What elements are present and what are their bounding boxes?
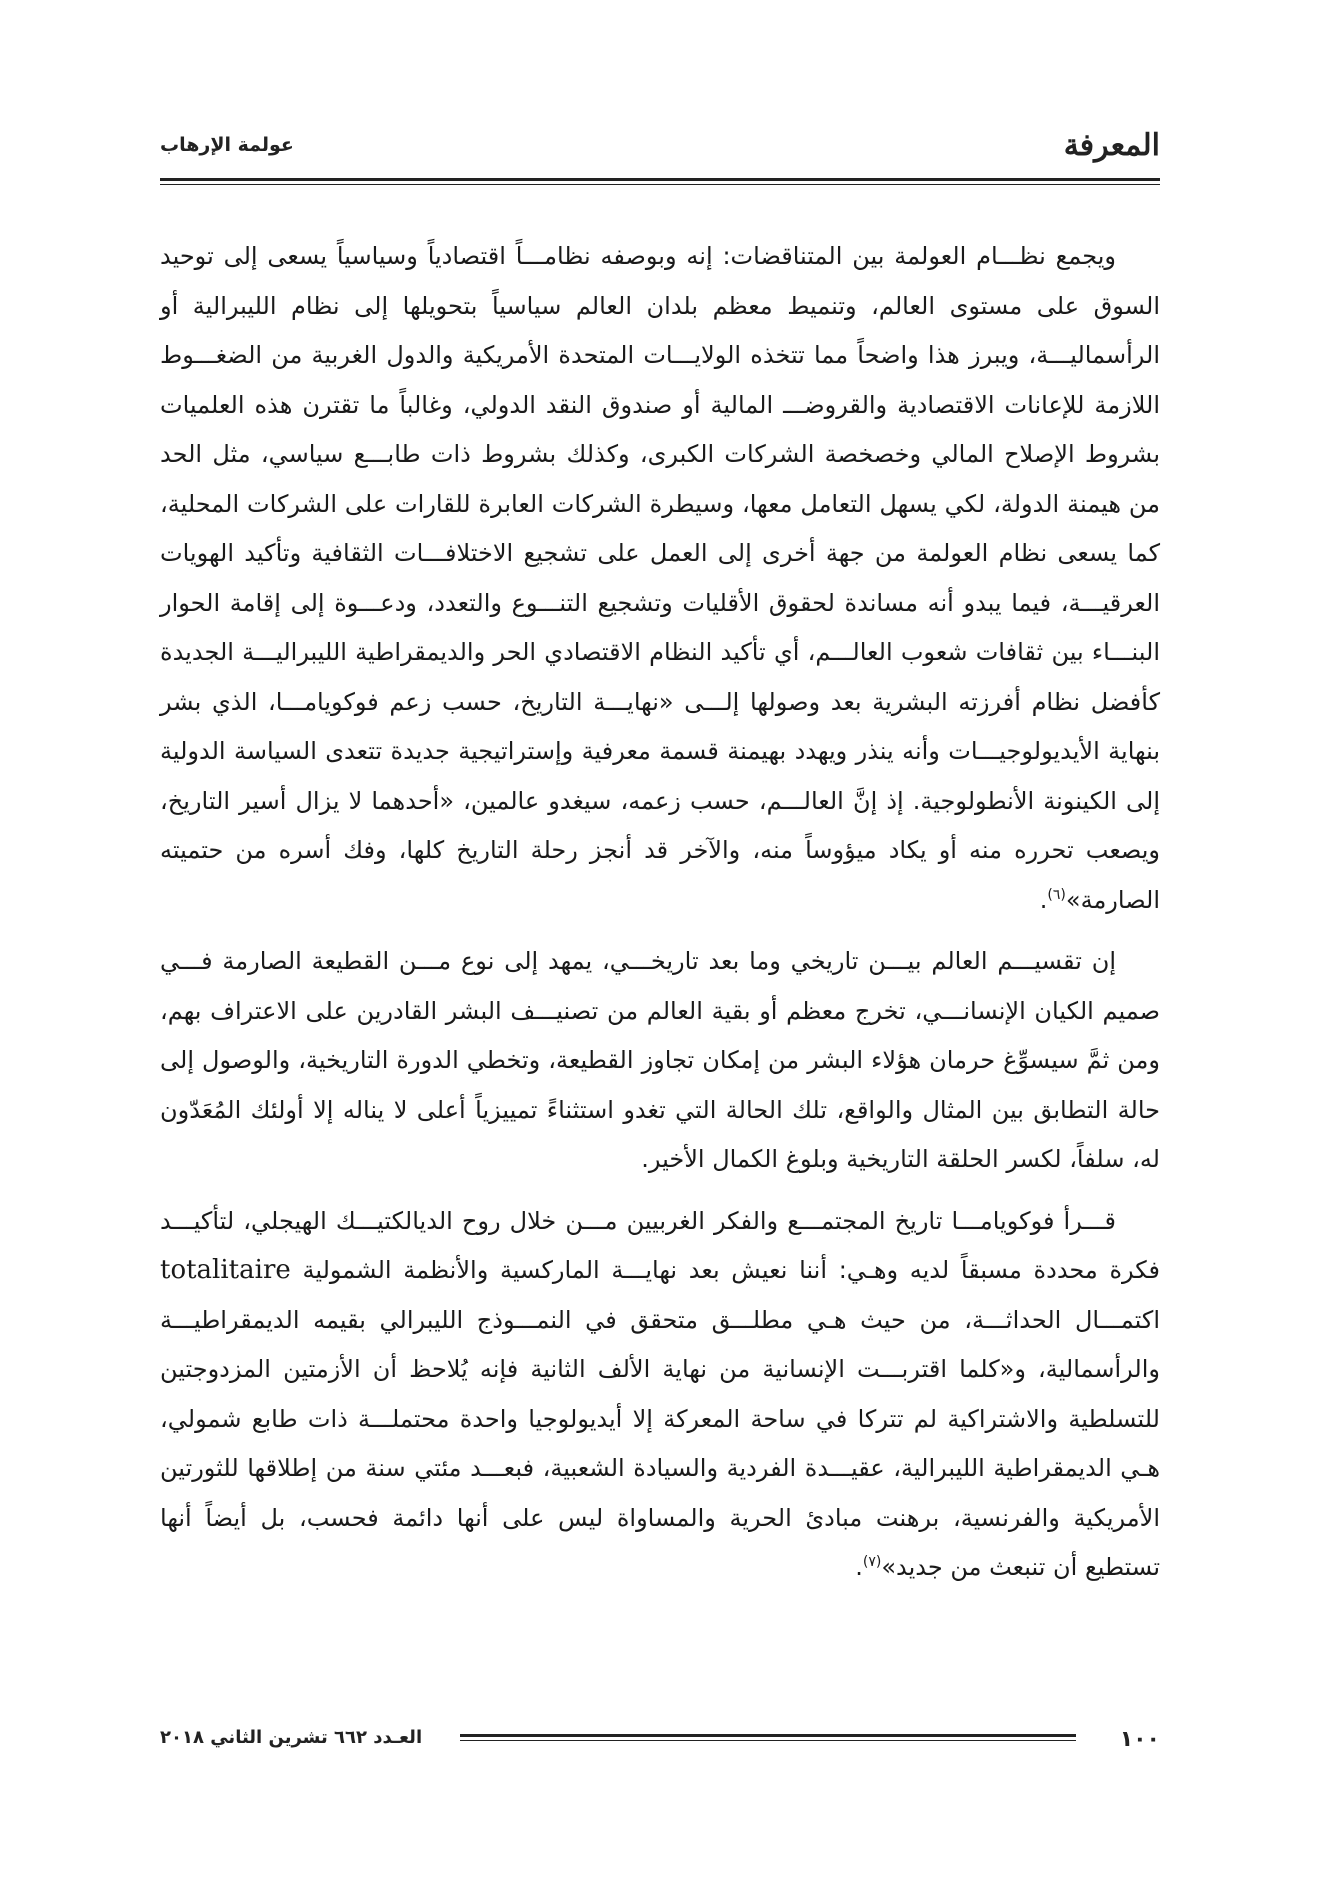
paragraph-3	[160, 1197, 1160, 1593]
paragraph-1-text: ويجمع نظـــام العولمة بين المتناقضات: إنه وبوصفه نظامـــاً اقتصادياً وسياسياً يسعى إلى توحيد السوق على مستوى العالم، وتنميط معظم بلدان العالم سياسياً بتحويلها إلى نظام الليبرالية أو الرأسماليـــة، ويبرز هذا واضحاً مما تتخذه الولايـــات المتحدة الأمريكية والدول الغربية من الضغـــوط اللازمة للإعانات الاقتصادية والقروضـــ المالية أو صندوق النقد الدولي، وغالباً ما تقترن هذه العلميات بشروط الإصلاح المالي وخصخصة الشركات الكبرى، وكذلك بشروط ذات طابـــع سياسي، مثل الحد من هيمنة الدولة، لكي يسهل التعامل معها، وسيطرة الشركات العابرة للقارات على الشركات المحلية، كما يسعى نظام العولمة من جهة أخرى إلى العمل على تشجيع الاختلافـــات الثقافية وتأكيد الهويات العرقيـــة، فيما يبدو أنه مساندة لحقوق الأقليات وتشجيع التنـــوع والتعدد، ودعـــوة إلى إقامة الحوار البنـــاء بين ثقافات شعوب العالـــم، أي تأكيد النظام الاقتصادي الحر والديمقراطية الليبراليـــة الجديدة كأفضل نظام أفرزته البشرية بعد وصولها إلـــى «نهايـــة التاريخ، حسب زعم فوكويامـــا، الذي بشر بنهاية الأيديولوجيـــات وأنه ينذر ويهدد بهيمنة قسمة معرفية وإستراتيجية جديدة تتعدى السياسة الدولية إلى الكينونة الأنطولوجية. إذ إنَّ العالـــم، حسب زعمه، سيغدو عالمين، «أحدهما لا يزال أسير التاريخ، ويصعب تحرره منه أو يكاد ميؤوساً منه، والآخر قد أنجز رحلة التاريخ كلها، وفك أسره من حتميته الصارمة»	[160, 242, 1160, 914]
footnote-ref-6: (٦)	[1047, 886, 1066, 903]
paragraph-2-text: إن تقسيـــم العالم بيـــن تاريخي وما بعد تاريخـــي، يمهد إلى نوع مـــن القطيعة الصارمة فـــي صميم الكيان الإنسانـــي، تخرج معظم أو بقية العالم من تصنيـــف البشر القادرين على الاعتراف بهم، ومن ثمَّ سيسوِّغ حرمان هؤلاء البشر من إمكان تجاوز القطيعة، وتخطي الدورة التاريخية، والوصول إلى حالة التطابق بين المثال والواقع، تلك الحالة التي تغدو استثناءً تمييزياً أعلى لا يناله إلا أولئك المُعَدّون له، سلفاً، لكسر الحلقة التاريخية وبلوغ الكمال الأخير.	[160, 947, 1160, 1173]
article-body	[160, 232, 1160, 1605]
header-rule-thick	[160, 178, 1160, 181]
page-header	[160, 128, 1160, 178]
paragraph-3-end: .	[855, 1553, 863, 1581]
issue-info: العـدد ٦٦٢ تشرين الثاني ٢٠١٨	[160, 1727, 423, 1748]
magazine-logo: المعرفة	[1063, 128, 1160, 163]
page-footer	[160, 1727, 1160, 1767]
page-number: ١٠٠	[1119, 1727, 1160, 1752]
footer-rule	[460, 1734, 1076, 1743]
paragraph-3-text-end: اكتمـــال الحداثـــة، من حيث هـي مطلـــق متحقق في النمـــوذج الليبرالي بقيمه الديمقراطيـــة والرأسمالية، و«كلما اقتربـــت الإنسانية من نهاية الألف الثانية فإنه يُلاحظ أن الأزمتين المزدوجتين للتسلطية والاشتراكية لم تتركا في ساحة المعركة إلا أيديولوجيا واحدة محتملـــة ذات طابع شمولي، هـي الديمقراطية الليبرالية، عقيـــدة الفردية والسيادة الشعبية، فبعـــد مئتي سنة من إطلاقها للثورتين الأمريكية والفرنسية، برهنت مبادئ الحرية والمساواة ليس على أنها دائمة فحسب، بل أيضاً أنها تستطيع أن تنبعث من جديد»	[160, 1305, 1160, 1581]
paragraph-1	[160, 232, 1160, 925]
running-title: عولمة الإرهاب	[160, 134, 294, 156]
latin-term: totalitaire	[160, 1255, 291, 1285]
paragraph-3-text-start: قـــرأ فوكويامـــا تاريخ المجتمـــع والفكر الغربيين مـــن خلال روح الديالكتيـــك الهيجلي، لتأكيـــد فكرة محددة مسبقاً لديه وهـي: أننا نعيش بعد نهايـــة الماركسية والأنظمة الشمولية	[160, 1206, 1160, 1284]
header-rule-thin	[160, 184, 1160, 185]
paragraph-1-end: .	[1039, 885, 1048, 914]
paragraph-2	[160, 937, 1160, 1185]
footnote-ref-7: (٧)	[862, 1554, 882, 1570]
footer-rule-thick	[460, 1734, 1076, 1737]
footer-rule-thin	[460, 1740, 1076, 1741]
